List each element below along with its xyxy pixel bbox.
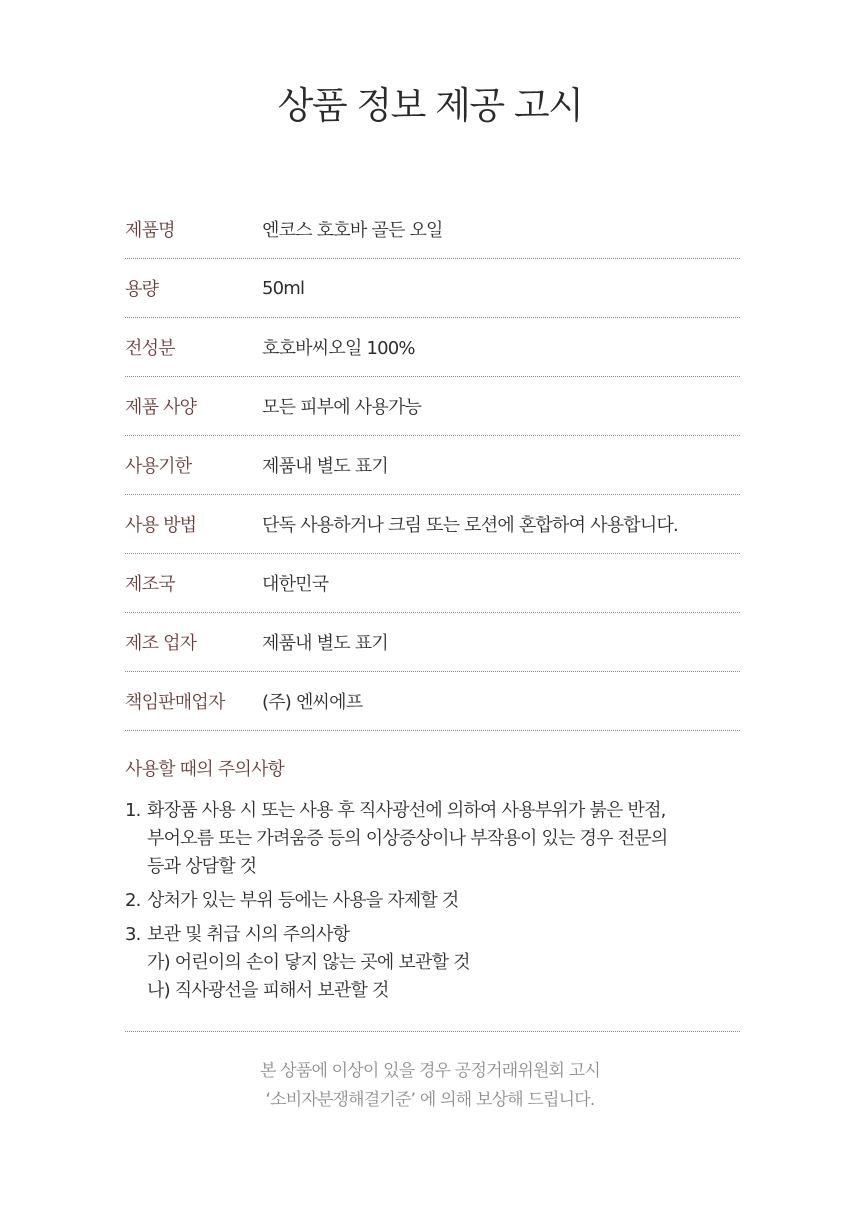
info-value: 50ml (262, 277, 305, 299)
info-label: 제조 업자 (125, 633, 197, 654)
footer-line: ‘소비자분쟁해결기준’ 에 의해 보상해 드립니다. (265, 1090, 595, 1110)
caution-item-number: 2. (125, 890, 141, 911)
product-info-table (125, 200, 740, 731)
caution-line: 가) 어린이의 손이 닿지 않는 곳에 보관할 것 (147, 952, 470, 973)
info-label: 제품명 (125, 220, 175, 241)
info-value: 제품내 별도 표기 (262, 456, 388, 477)
info-row-ingredients (125, 318, 740, 377)
info-value: 대한민국 (262, 574, 329, 595)
caution-line: 등과 상담할 것 (147, 856, 257, 877)
caution-line: 화장품 사용 시 또는 사용 후 직사광선에 의하여 사용부위가 붉은 반점, (147, 800, 666, 821)
caution-title: 사용할 때의 주의사항 (125, 759, 285, 780)
info-label: 전성분 (125, 338, 175, 359)
info-row-specification (125, 377, 740, 436)
caution-section (125, 757, 740, 1011)
caution-item-number: 3. (125, 924, 141, 945)
info-label: 책임판매업자 (125, 692, 225, 713)
info-label: 사용 방법 (125, 515, 197, 536)
divider (125, 1031, 740, 1032)
info-row-seller (125, 672, 740, 731)
caution-line: 상처가 있는 부위 등에는 사용을 자제할 것 (147, 890, 459, 911)
info-label: 용량 (125, 279, 159, 300)
info-value: 제품내 별도 표기 (262, 633, 388, 654)
caution-item-number: 1. (125, 800, 141, 821)
caution-item (125, 797, 740, 881)
info-value: 호호바씨오일 100% (262, 338, 415, 359)
info-value: (주) 엔씨에프 (262, 692, 363, 713)
info-row-expiry (125, 436, 740, 495)
footer-note (0, 1057, 860, 1115)
caution-item-body (147, 797, 667, 881)
info-label: 사용기한 (125, 456, 192, 477)
info-value: 모든 피부에 사용가능 (262, 397, 422, 418)
info-row-usage (125, 495, 740, 554)
info-value: 엔코스 호호바 골든 오일 (262, 220, 443, 241)
footer-line: 본 상품에 이상이 있을 경우 공정거래위원회 고시 (259, 1061, 601, 1081)
info-row-manufacturer (125, 613, 740, 672)
info-value: 단독 사용하거나 크림 또는 로션에 혼합하여 사용합니다. (262, 515, 678, 536)
caution-item-body (147, 921, 470, 1005)
caution-item (125, 921, 740, 1005)
caution-line: 보관 및 취급 시의 주의사항 (147, 924, 350, 945)
info-row-country (125, 554, 740, 613)
info-row-product-name (125, 200, 740, 259)
info-label: 제조국 (125, 574, 175, 595)
info-label: 제품 사양 (125, 397, 197, 418)
caution-line: 부어오름 또는 가려움증 등의 이상증상이나 부작용이 있는 경우 전문의 (147, 828, 668, 849)
info-row-volume (125, 259, 740, 318)
caution-item (125, 887, 740, 915)
page-title: 상품 정보 제공 고시 (277, 84, 583, 127)
caution-item-body (147, 887, 459, 915)
caution-line: 나) 직사광선을 피해서 보관할 것 (147, 980, 389, 1001)
